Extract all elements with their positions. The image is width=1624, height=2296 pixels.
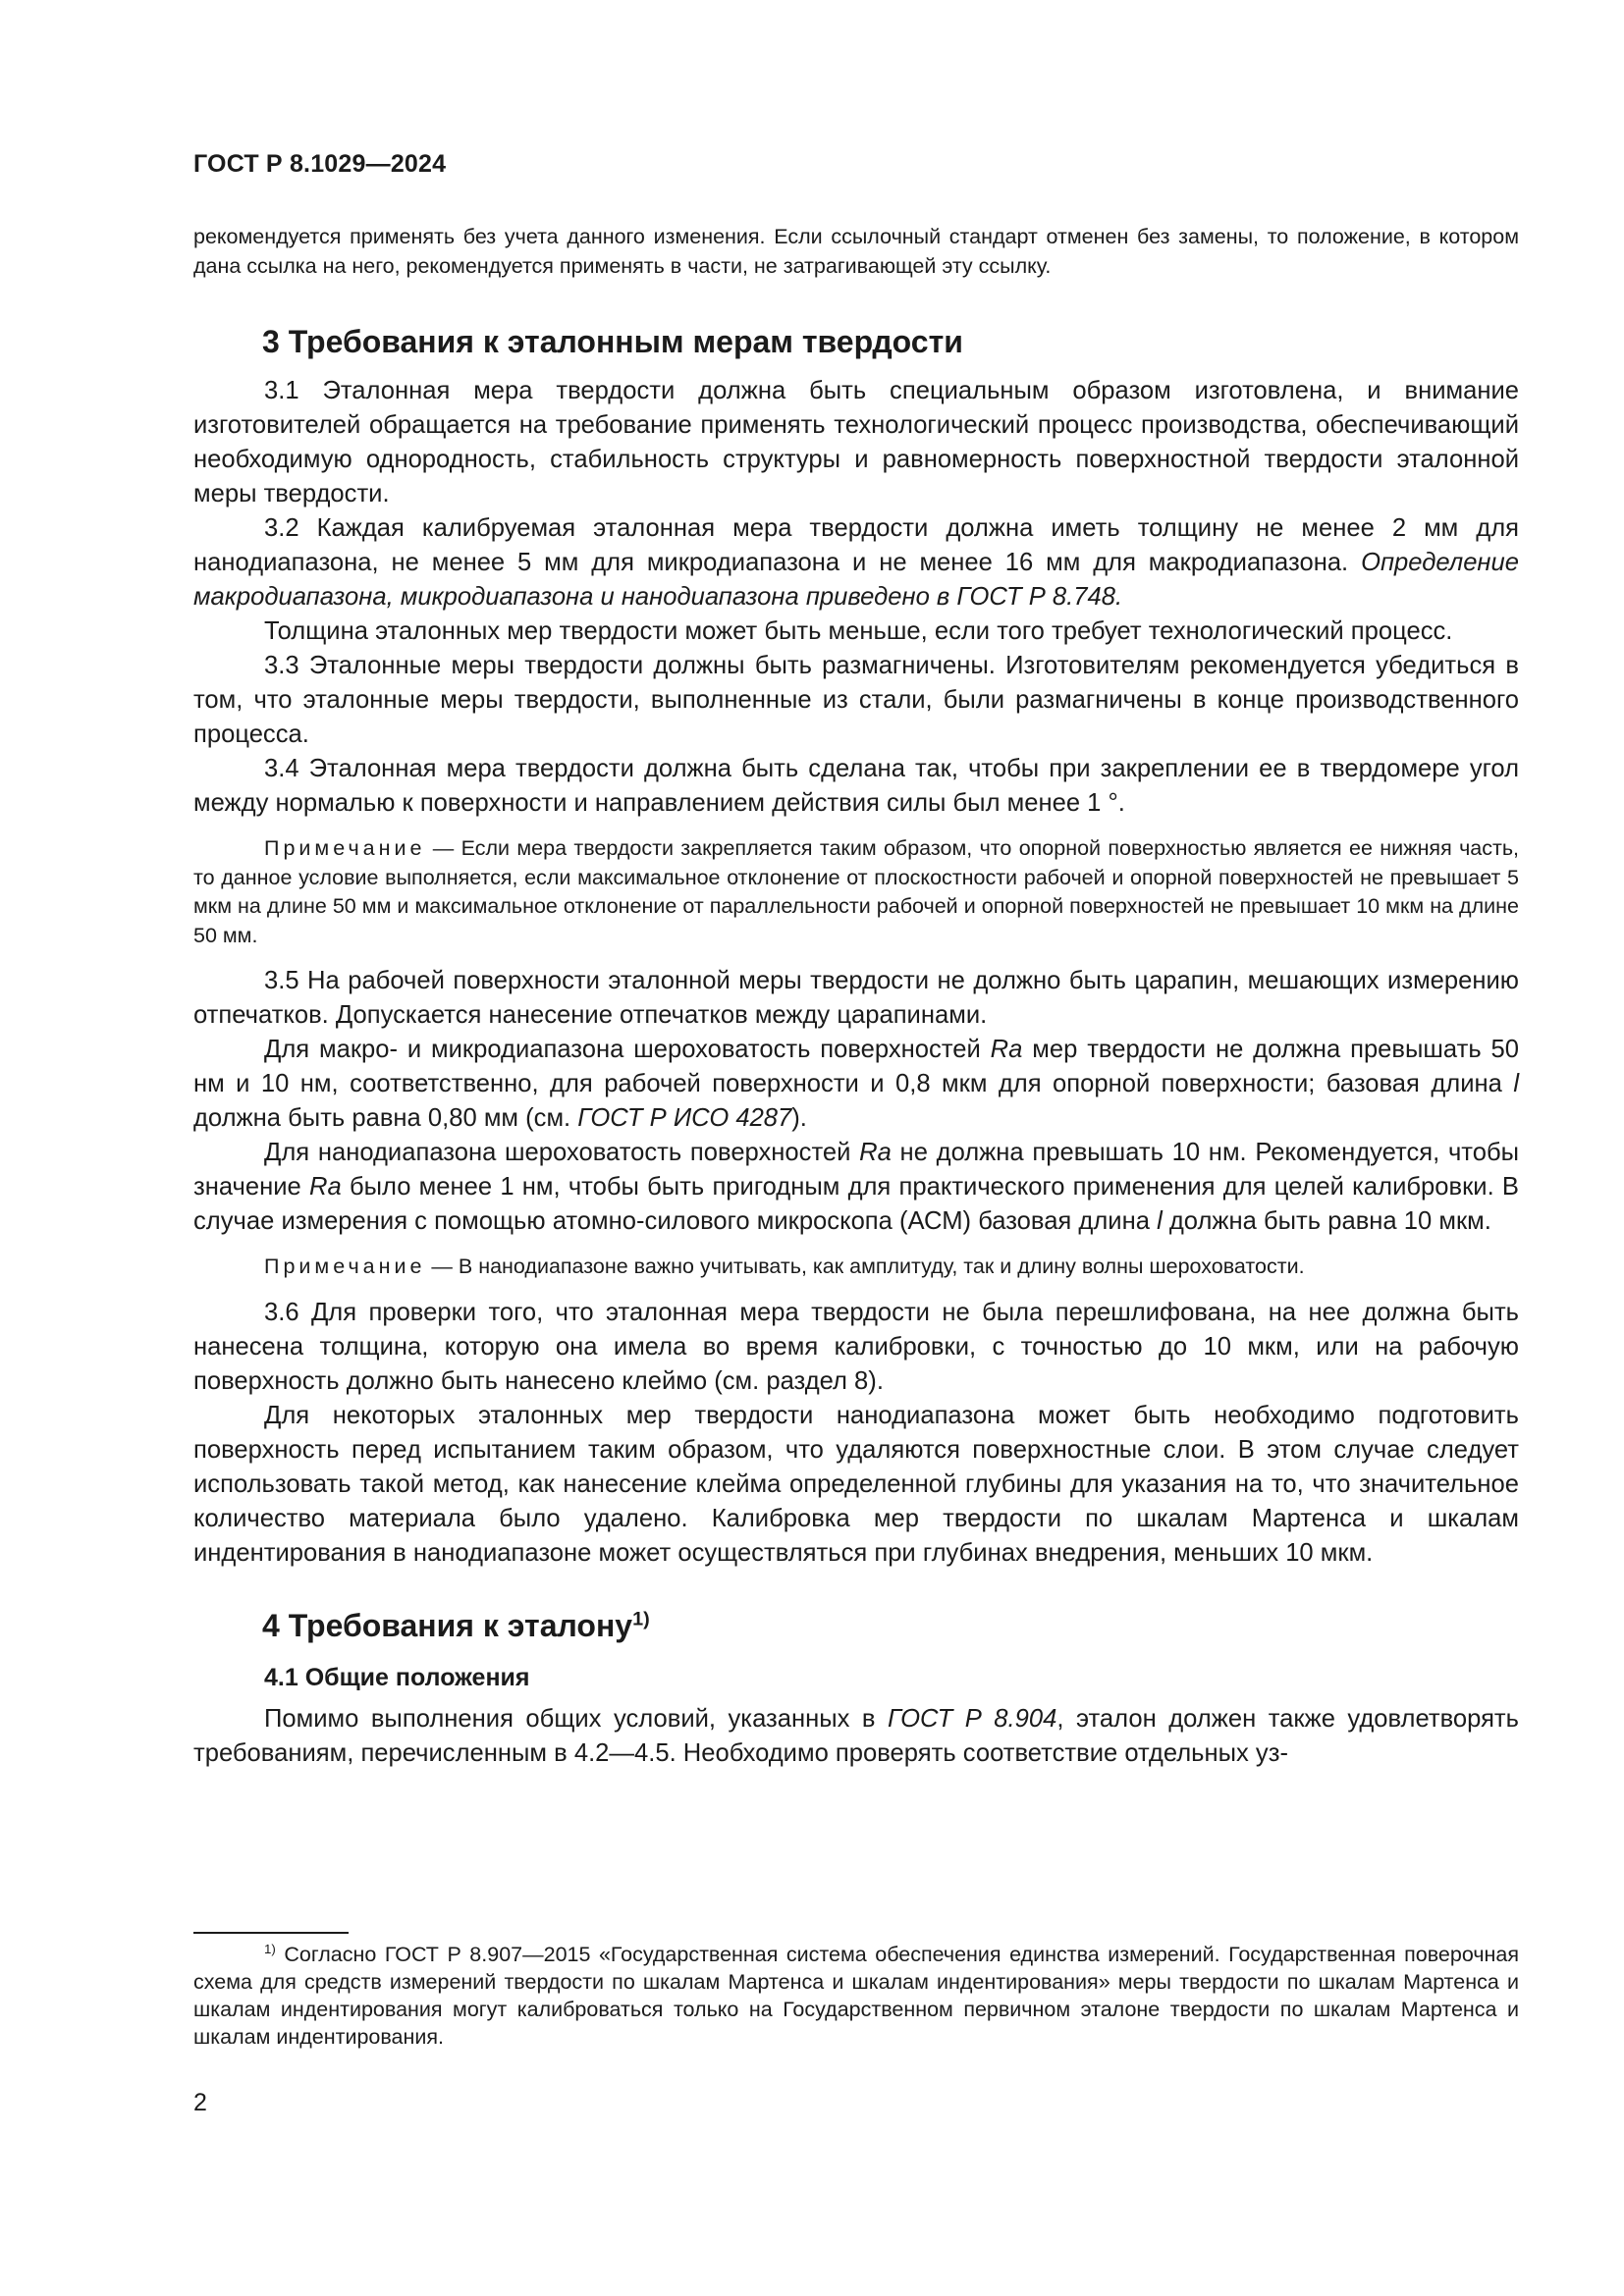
paragraph-3-5-roughness-nano [193,1136,1519,1239]
paragraph-3-1: 3.1 Эталонная мера твердости должна быть специальным образом изготовлена, и внимание изготовителей обращается на требование применять технологический процесс производства, обеспечивающий необходимую однородность, стабильность структуры и равномерность поверхностной твердости эталонной меры твердости. [193,377,1519,507]
paragraph-4-1-text-2: , эталон должен также удовлетворять требованиям, перечисленным в 4.2—4.5. Необходимо проверять соответствие отдельных уз- [193,1704,1519,1767]
subsection-4-1-heading: 4.1 Общие положения [264,1663,530,1691]
footnote-1 [193,1941,1519,2051]
paragraph-3-2-text: 3.2 Каждая калибруемая эталонная мера твердости должна иметь толщину не менее 2 мм для нанодиапазона, не менее 5 мм для микродиапазона и не менее 16 мм для макродиапазона. [193,514,1519,576]
roughness-nano-text-2: не должна превышать 10 нм. Рекомендуется, чтобы значение [193,1139,1520,1201]
roughness-nano-text-3: было менее 1 нм, чтобы быть пригодным для практического применения для целей калибровки. В случае измерения с помощью атомно-силового микроскопа (АСМ) базовая длина [193,1173,1519,1235]
ra-symbol: Ra [859,1139,892,1166]
page-number: 2 [193,2089,207,2116]
paragraph-4-1-text-1: Помимо выполнения общих условий, указанных в [264,1704,889,1733]
paragraph-3-5-roughness-macro [193,1033,1519,1136]
paragraph-3-4: 3.4 Эталонная мера твердости должна быть сделана так, чтобы при закреплении ее в твердомере угол между нормалью к поверхности и направлением действия силы был менее 1 °. [193,755,1519,817]
footnote-marker: 1) [264,1941,276,1956]
footnote-text: Согласно ГОСТ Р 8.907—2015 «Государственная система обеспечения единства измерений. Государственная поверочная схема для средств измерений твердости по шкалам Мартенса и шкалам индентирования» меры твердости по шкалам Мартенса и шкалам индентирования могут калиброваться только на Государственном первичном эталоне твердости по шкалам Мартенса и шкалам индентирования. [193,1943,1519,2049]
note-2 [193,1253,1519,1282]
note-1-text: — Если мера твердости закрепляется таким образом, что опорной поверхностью является ее нижняя часть, то данное условие выполняется, если максимальное отклонение от плоскостности рабочей и опорной поверхностей не превышает 5 мкм на длине 50 мм и максимальное отклонение от параллельности рабочей и опорной поверхностей не превышает 10 мкм на длине 50 мм. [193,836,1519,947]
paragraph-3-6-nano: Для некоторых эталонных мер твердости нанодиапазона может быть необходимо подготовить поверхность перед испытанием таким образом, что удаляются поверхностные слои. В этом случае следует использовать такой метод, как нанесение клейма определенной глубины для указания на то, что значительное количество материала было удалено. Калибровка мер твердости по шкалам Мартенса и шкалам индентирования в нанодиапазоне может осуществляться при глубинах внедрения, меньших 10 мкм. [193,1401,1519,1567]
roughness-nano-text-1: Для нанодиапазона шероховатость поверхностей [264,1139,860,1166]
paragraph-3-2 [193,511,1519,614]
footnote-divider [193,1932,349,1934]
ra-symbol: Ra [309,1173,342,1201]
paragraph-3-6: 3.6 Для проверки того, что эталонная мера твердости не была перешлифована, на нее должна быть нанесена толщина, которую она имела во время калибровки, с точностью до 10 мкм, или на рабочую поверхность должно быть нанесено клеймо (см. раздел 8). [193,1298,1519,1395]
paragraph-3-5: 3.5 На рабочей поверхности эталонной меры твердости не должно быть царапин, мешающих измерению отпечатков. Допускается нанесение отпечатков между царапинами. [193,967,1519,1029]
paragraph-3-2-thickness: Толщина эталонных мер твердости может быть меньше, если того требует технологический процесс. [264,617,1453,645]
roughness-macro-text-1: Для макро- и микродиапазона шероховатость поверхностей [264,1036,991,1063]
iso-4287-reference: ГОСТ Р ИСО 4287 [577,1104,792,1132]
section-3-heading: 3 Требования к эталонным мерам твердости [262,324,963,359]
note-2-text: — В нанодиапазоне важно учитывать, как амплитуду, так и длину волны шероховатости. [425,1255,1305,1278]
l-symbol: l [1157,1207,1163,1235]
l-symbol: l [1513,1070,1519,1097]
page-header-standard: ГОСТ Р 8.1029—2024 [193,150,447,178]
paragraph-4-1 [193,1702,1519,1771]
paragraph-3-2-definition: Определение макродиапазона, микродиапазона и нанодиапазона приведено в ГОСТ Р 8.748. [193,549,1519,611]
roughness-macro-text-4: ). [791,1104,807,1132]
note-2-label: Примечание [264,1255,426,1278]
roughness-nano-text-4: должна быть равна 10 мкм. [1162,1207,1491,1235]
roughness-macro-text-3: должна быть равна 0,80 мм (см. [193,1104,578,1132]
footnote-ref-1: 1) [632,1607,650,1629]
roughness-macro-text-2: мер твердости не должна превышать 50 нм и 10 нм, соответственно, для рабочей поверхности и 0,8 мкм для опорной поверхности; базовая длина [193,1036,1519,1097]
intro-paragraph: рекомендуется применять без учета данного изменения. Если ссылочный стандарт отменен без замены, то положение, в котором дана ссылка на него, рекомендуется применять в части, не затрагивающей эту ссылку. [193,225,1519,278]
section-4-heading [262,1608,1519,1644]
gost-8-904-reference: ГОСТ Р 8.904 [888,1704,1057,1733]
ra-symbol: Ra [990,1036,1023,1063]
note-1-label: Примечание [264,836,426,860]
note-1 [193,834,1519,950]
page-content [193,223,1519,1771]
paragraph-3-3: 3.3 Эталонные меры твердости должны быть размагничены. Изготовителям рекомендуется убедиться в том, что эталонные меры твердости, выполненные из стали, были размагничены в конце производственного процесса. [193,652,1519,748]
section-4-heading-text: 4 Требования к эталону [262,1607,633,1643]
